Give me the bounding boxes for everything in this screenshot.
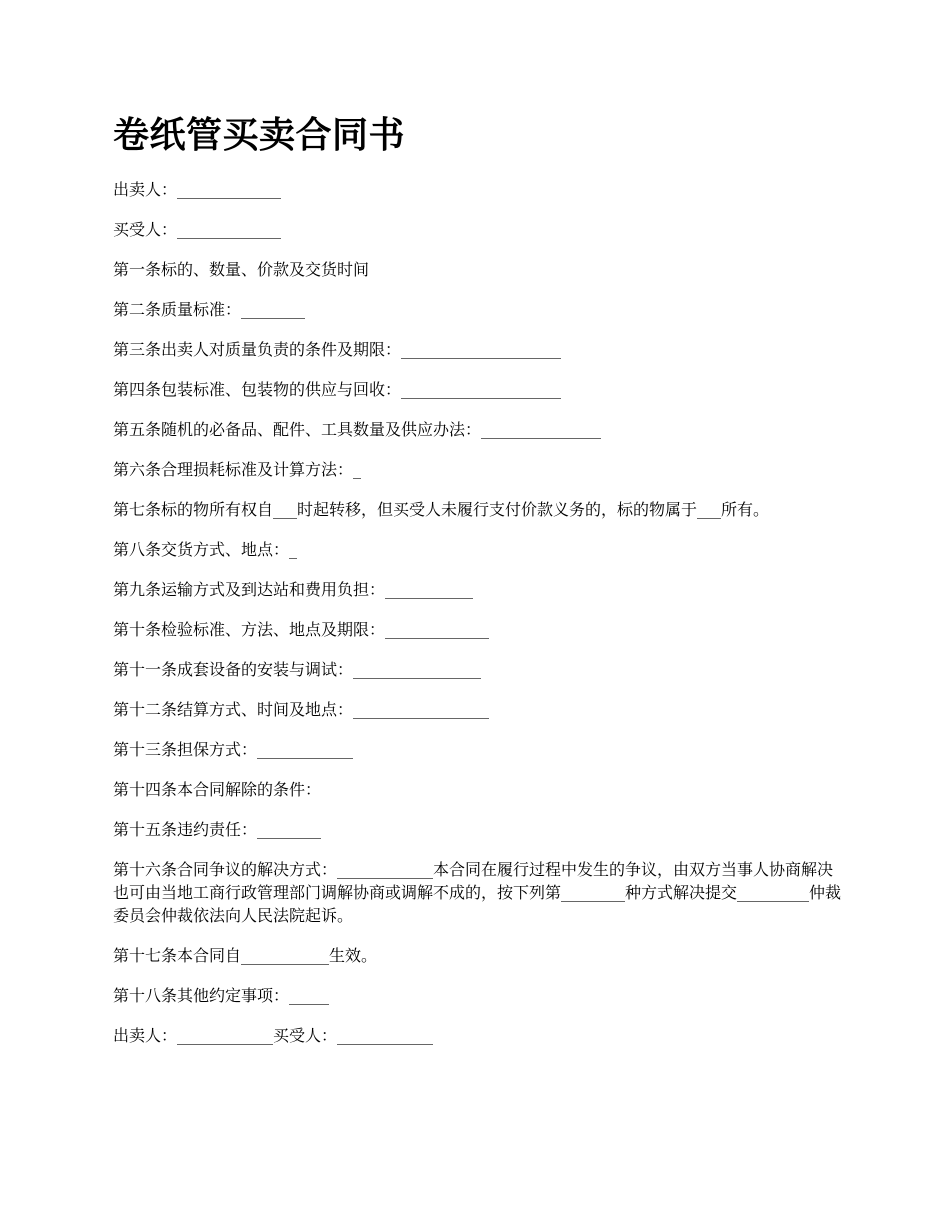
clause-12: 第十二条结算方式、时间及地点：_________________ [113,700,490,719]
clause-13: 第十三条担保方式：____________ [113,740,354,759]
clause-15: 第十五条违约责任：________ [113,820,322,839]
document-title: 卷纸管买卖合同书 [113,115,406,156]
seller-line: 出卖人：_____________ [113,180,282,199]
clause-5: 第五条随机的必备品、配件、工具数量及供应办法：_______________ [113,420,602,439]
clause-8: 第八条交货方式、地点：_ [113,540,298,559]
clause-7: 第七条标的物所有权自___时起转移，但买受人未履行支付价款义务的，标的物属于___所有。 [113,500,770,519]
buyer-line: 买受人：_____________ [113,220,282,239]
clause-6: 第六条合理损耗标准及计算方法：_ [113,460,362,479]
clause-10: 第十条检验标准、方法、地点及期限：_____________ [113,620,490,639]
clause-4: 第四条包装标准、包装物的供应与回收：____________________ [113,380,562,399]
clause-9: 第九条运输方式及到达站和费用负担：___________ [113,580,474,599]
signature-line: 出卖人：____________买受人：____________ [113,1026,434,1045]
clause-2: 第二条质量标准：________ [113,300,306,319]
clause-17: 第十七条本合同自___________生效。 [113,946,378,965]
clause-list [113,178,843,1047]
clause-1: 第一条标的、数量、价款及交货时间 [113,260,370,279]
clause-18: 第十八条其他约定事项：_____ [113,986,330,1005]
clause-3: 第三条出卖人对质量负责的条件及期限：____________________ [113,340,562,359]
document-body [113,112,843,1064]
clause-14: 第十四条本合同解除的条件： [113,780,322,799]
clause-11: 第十一条成套设备的安装与调试：________________ [113,660,482,679]
clause-16: 第十六条合同争议的解决方式：____________本合同在履行过程中发生的争议，由双方当事人协商解决也可由当地工商行政管理部门调解协商或调解不成的，按下列第________种方式解决提交_________仲裁委员会仲裁依法向人民法院起诉。 [113,860,842,925]
